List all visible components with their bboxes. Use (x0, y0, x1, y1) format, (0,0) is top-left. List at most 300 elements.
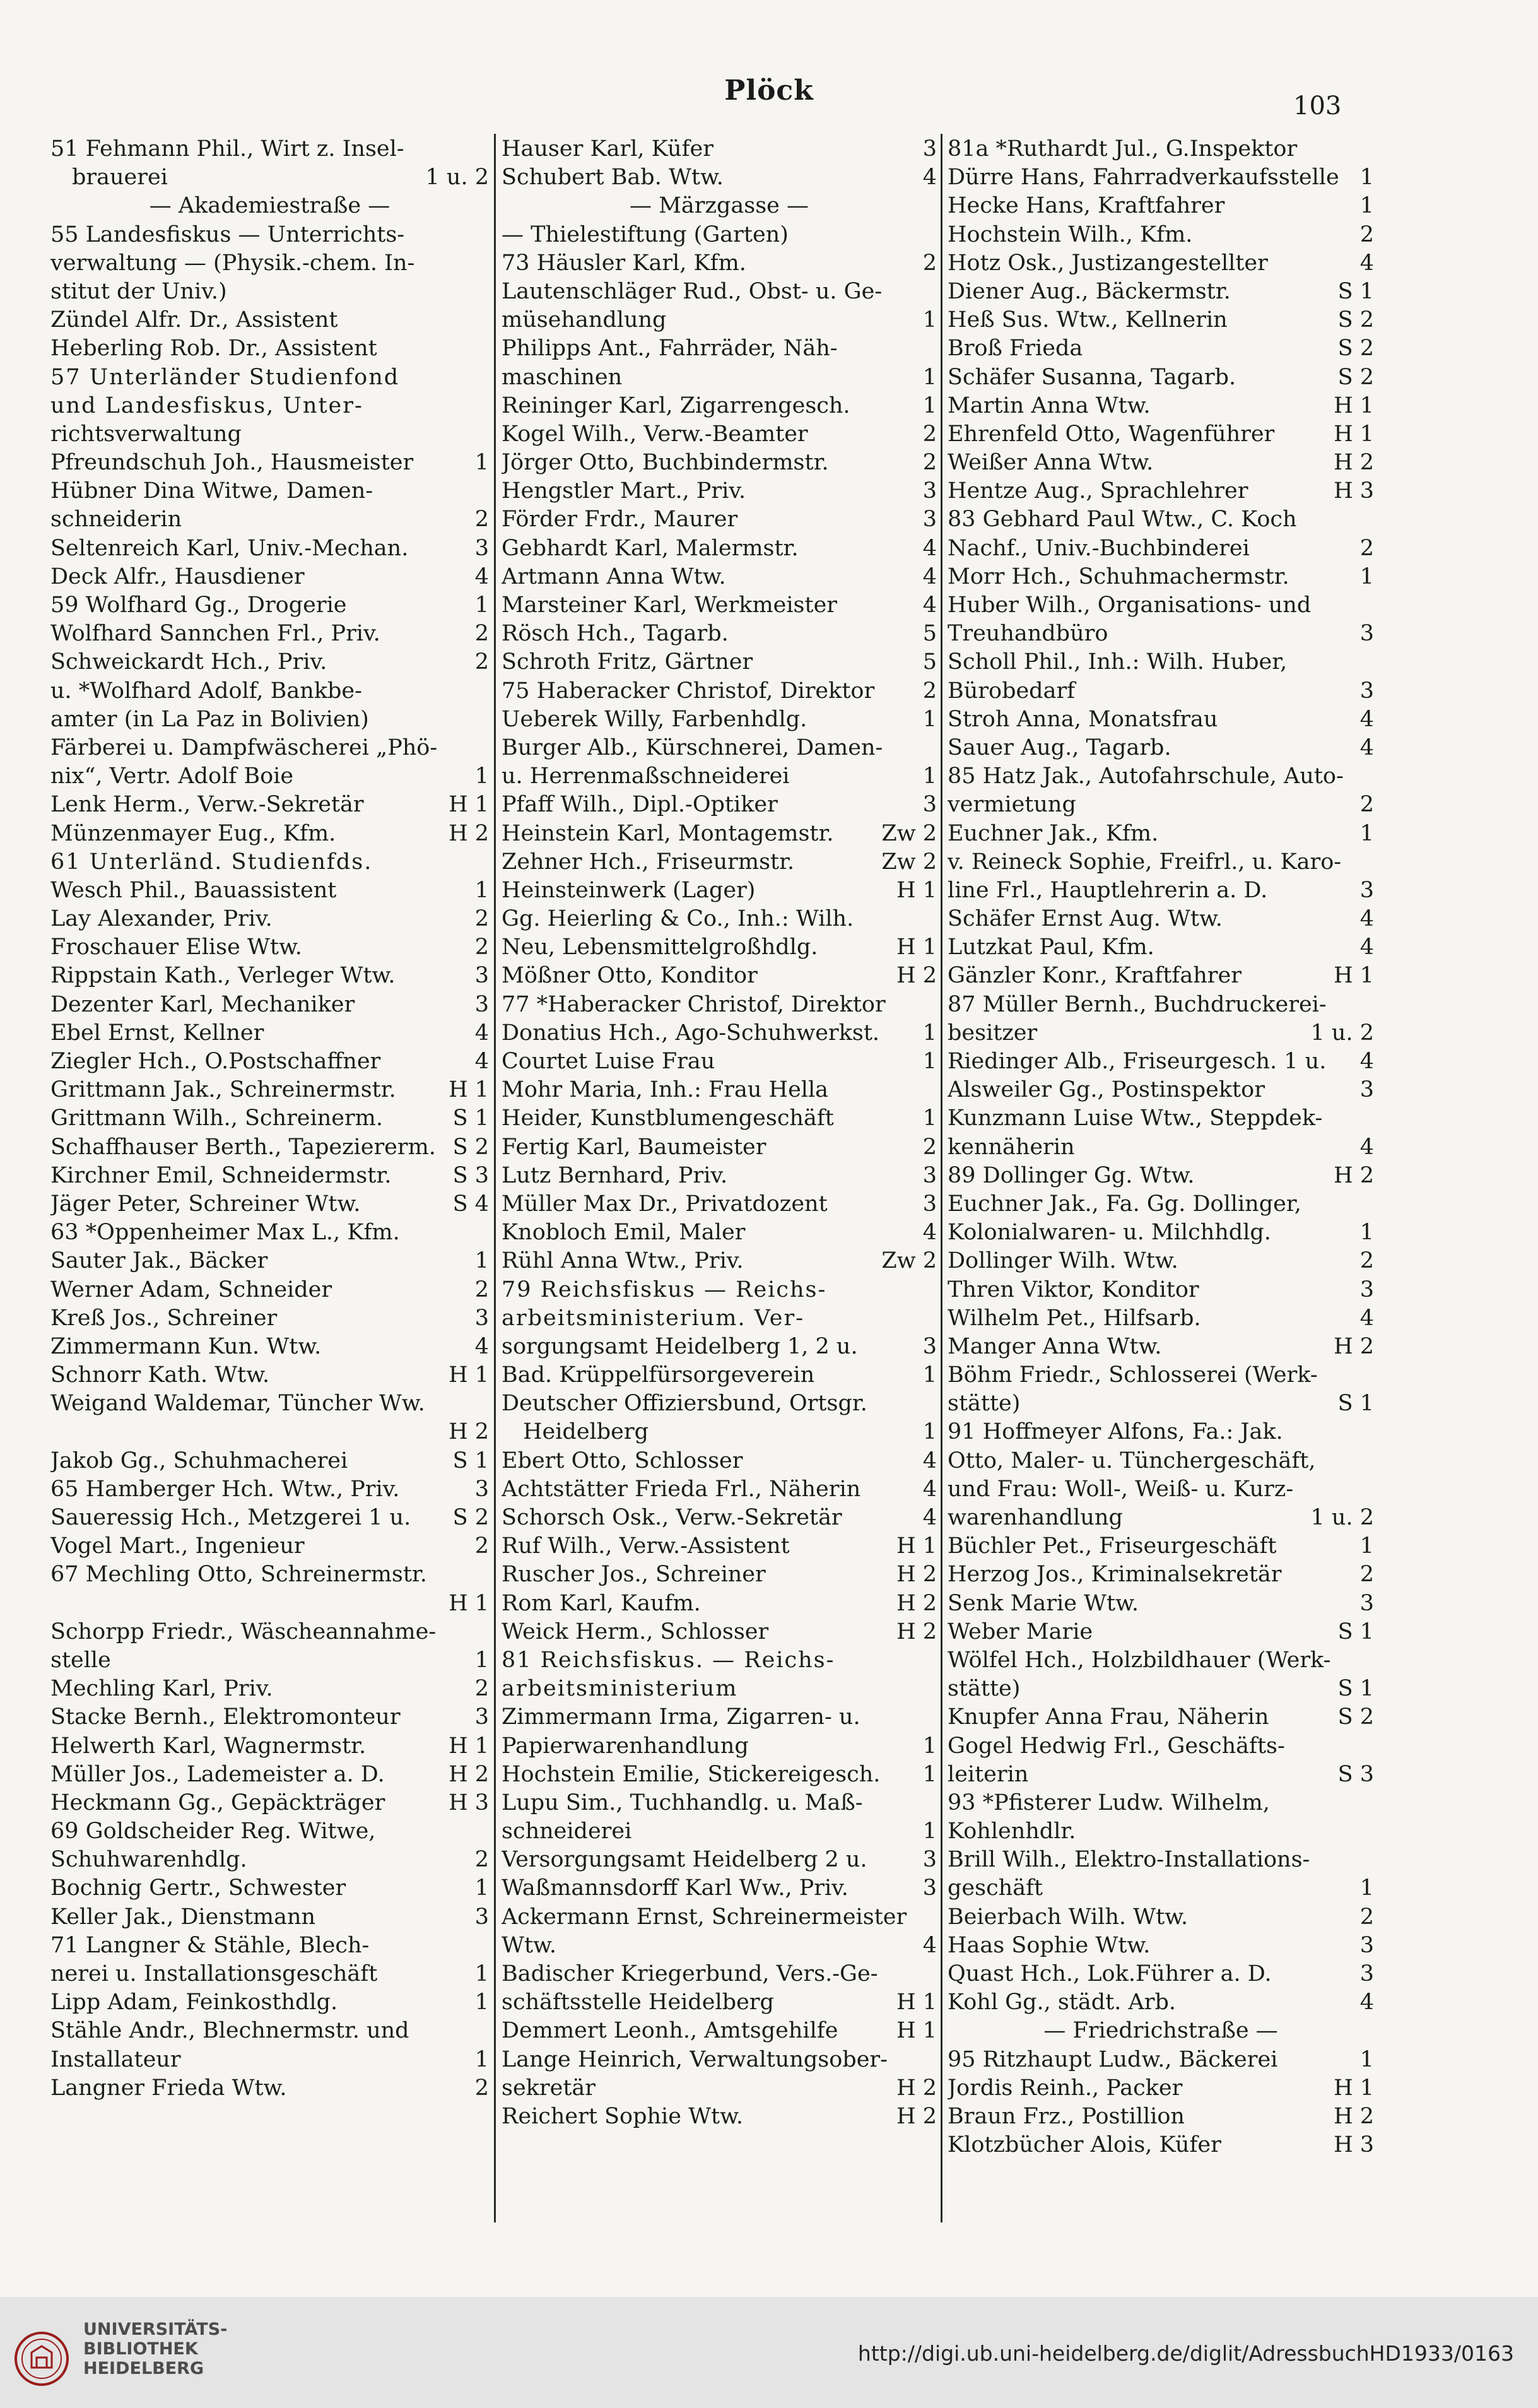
floor-marker: 2 (474, 935, 489, 960)
entry-text: arbeitsministerium. Ver- (502, 1305, 805, 1331)
entry-text: Pfreundschuh Joh., Hausmeister (50, 450, 414, 476)
directory-line (948, 249, 1374, 278)
floor-marker: 2 (922, 250, 937, 276)
directory-line (50, 591, 489, 620)
entry-text: Hecke Hans, Kraftfahrer (948, 193, 1225, 219)
entry-text: Müller Jos., Lademeister a. D. (50, 1761, 385, 1787)
floor-marker: 3 (474, 1904, 489, 1930)
entry-text: Morr Hch., Schuhmachermstr. (948, 564, 1289, 589)
entry-text: — Thielestiftung (Garten) (502, 221, 789, 247)
directory-line (502, 1874, 937, 1903)
entry-text: Beierbach Wilh. Wtw. (948, 1904, 1189, 1930)
entry-text: Schäfer Susanna, Tagarb. (948, 364, 1236, 390)
directory-line (50, 1019, 489, 1048)
entry-text: Quast Hch., Lok.Führer a. D. (948, 1961, 1272, 1986)
entry-text: Grittmann Wilh., Schreinerm. (50, 1106, 383, 1131)
directory-line (50, 620, 489, 648)
floor-marker: 4 (1359, 1305, 1374, 1331)
directory-line (502, 221, 937, 249)
entry-text: Heidelberg (523, 1419, 649, 1445)
entry-text: Lenk Herm., Verw.-Sekretär (50, 792, 364, 818)
floor-marker: 1 (474, 593, 489, 618)
floor-marker: H 2 (449, 1761, 489, 1787)
entry-text: Langner Frieda Wtw. (50, 2075, 287, 2101)
entry-text: Philipps Ant., Fahrräder, Näh- (502, 336, 838, 362)
directory-line (948, 1789, 1374, 1817)
floor-marker: 2 (474, 649, 489, 675)
floor-marker: 3 (1359, 1961, 1374, 1986)
entry-text: Hotz Osk., Justizangestellter (948, 250, 1268, 276)
directory-line (948, 1390, 1374, 1418)
directory-line (50, 1789, 489, 1817)
floor-marker: 4 (1359, 906, 1374, 932)
floor-marker: 2 (922, 1134, 937, 1160)
directory-line (948, 1590, 1374, 1618)
directory-line (948, 1304, 1374, 1333)
entry-text: Schorpp Friedr., Wäscheannahme- (50, 1619, 437, 1644)
floor-marker: S 4 (452, 1191, 489, 1217)
floor-marker: 3 (922, 507, 937, 533)
directory-line (948, 1104, 1374, 1133)
entry-text: 55 Landesfiskus — Unterrichts- (50, 221, 405, 247)
floor-marker: 4 (474, 1049, 489, 1074)
entry-text: Burger Alb., Kürschnerei, Damen- (502, 735, 883, 760)
entry-text: 89 Dollinger Gg. Wtw. (948, 1162, 1195, 1188)
entry-text: Heckmann Gg., Gepäckträger (50, 1790, 385, 1815)
entry-text: 57 Unterländer Studienfond (50, 364, 400, 390)
directory-line (948, 962, 1374, 990)
entry-text: Jordis Reinh., Packer (948, 2075, 1183, 2101)
entry-text: Zehner Hch., Friseurmstr. (502, 849, 795, 875)
floor-marker: H 2 (896, 2103, 937, 2129)
floor-marker: 3 (474, 991, 489, 1017)
entry-text: Schroth Fritz, Gärtner (502, 649, 753, 675)
floor-marker: 3 (474, 963, 489, 989)
entry-text: Sauer Aug., Tagarb. (948, 735, 1171, 760)
entry-text: Färberei u. Dampfwäscherei „Phö- (50, 735, 438, 760)
entry-text: Wölfel Hch., Holzbildhauer (Werk- (948, 1647, 1331, 1673)
directory-line (948, 705, 1374, 734)
entry-text: Lutzkat Paul, Kfm. (948, 935, 1154, 960)
directory-line (502, 449, 937, 477)
floor-marker: 1 (922, 764, 937, 789)
entry-text: brauerei (72, 165, 168, 191)
entry-text: Otto, Maler- u. Tünchergeschäft, (948, 1448, 1316, 1473)
floor-marker: H 2 (896, 2075, 937, 2101)
floor-marker: 3 (1359, 1932, 1374, 1958)
floor-marker: 4 (1359, 1134, 1374, 1160)
floor-marker: 4 (922, 564, 937, 589)
directory-line (948, 420, 1374, 449)
entry-text: Senk Marie Wtw. (948, 1590, 1139, 1616)
directory-line (948, 2103, 1374, 2131)
directory-line (948, 1675, 1374, 1703)
entry-text: Hentze Aug., Sprachlehrer (948, 478, 1248, 504)
university-seal-icon (14, 2331, 69, 2387)
entry-text: Schaffhauser Berth., Tapeziererm. (50, 1134, 436, 1160)
street-heading (50, 192, 489, 220)
floor-marker: H 1 (896, 2018, 937, 2044)
floor-marker: 4 (922, 535, 937, 561)
directory-line (50, 1418, 489, 1446)
directory-line (50, 677, 489, 705)
floor-marker: 4 (922, 1932, 937, 1958)
directory-line (948, 1732, 1374, 1761)
entry-text: Weick Herm., Schlosser (502, 1619, 769, 1644)
floor-marker: 4 (474, 1020, 489, 1046)
directory-line (948, 306, 1374, 334)
entry-text: Manger Anna Wtw. (948, 1333, 1162, 1359)
floor-marker: 3 (922, 792, 937, 818)
directory-line (50, 1133, 489, 1162)
entry-text: 95 Ritzhaupt Ludw., Bäckerei (948, 2046, 1278, 2072)
entry-text: Versorgungsamt Heidelberg 2 u. (502, 1847, 867, 1873)
entry-text: richtsverwaltung (50, 421, 242, 447)
floor-marker: 1 (474, 2046, 489, 2072)
directory-line (502, 163, 937, 192)
entry-text: Förder Frdr., Maurer (502, 507, 738, 533)
floor-marker: 3 (474, 535, 489, 561)
floor-marker: 3 (922, 1333, 937, 1359)
entry-text: Heinstein Karl, Montagemstr. (502, 820, 834, 846)
floor-marker: 1 u. 2 (1310, 1505, 1374, 1530)
entry-text: Kogel Wilh., Verw.-Beamter (502, 421, 808, 447)
floor-marker: S 3 (1337, 1761, 1374, 1787)
floor-marker: Zw 2 (881, 849, 937, 875)
entry-text: Diener Aug., Bäckermstr. (948, 278, 1231, 304)
floor-marker: 3 (922, 1191, 937, 1217)
entry-text: schneiderin (50, 507, 182, 533)
floor-marker: H 1 (1334, 963, 1374, 989)
entry-text: leiterin (948, 1761, 1029, 1787)
floor-marker: H 2 (896, 963, 937, 989)
floor-marker: S 2 (1337, 336, 1374, 362)
directory-line (502, 1561, 937, 1589)
directory-line (502, 1903, 937, 1932)
floor-marker: S 2 (1337, 1704, 1374, 1730)
entry-text: 85 Hatz Jak., Autofahrschule, Auto- (948, 764, 1344, 789)
entry-text: Fertig Karl, Baumeister (502, 1134, 766, 1160)
entry-text: Stroh Anna, Monatsfrau (948, 706, 1218, 732)
entry-text: Gg. Heierling & Co., Inh.: Wilh. (502, 906, 854, 932)
directory-line (948, 1504, 1374, 1532)
floor-marker: H 3 (1334, 478, 1374, 504)
floor-marker: S 2 (452, 1134, 489, 1160)
floor-marker: 1 (922, 1020, 937, 1046)
entry-text: Knobloch Emil, Maler (502, 1220, 746, 1246)
floor-marker: H 2 (896, 1562, 937, 1588)
entry-text: Vogel Mart., Ingenieur (50, 1533, 305, 1559)
entry-text: — Märzgasse — (629, 193, 809, 219)
directory-line (948, 1988, 1374, 2017)
directory-line (50, 392, 489, 420)
entry-text: Installateur (50, 2046, 181, 2072)
directory-line (948, 449, 1374, 477)
directory-line (50, 1703, 489, 1732)
directory-line (502, 591, 937, 620)
directory-line (948, 1133, 1374, 1162)
directory-line (948, 2074, 1374, 2103)
floor-marker: 1 (922, 1761, 937, 1787)
directory-line (502, 363, 937, 392)
floor-marker: S 1 (1337, 1676, 1374, 1702)
entry-text: Weißer Anna Wtw. (948, 450, 1154, 476)
entry-text: Kohlenhdlr. (948, 1819, 1076, 1844)
directory-line (948, 1761, 1374, 1789)
floor-marker: S 2 (452, 1505, 489, 1530)
directory-line (502, 1104, 937, 1133)
floor-marker: 4 (1359, 706, 1374, 732)
directory-line (502, 1133, 937, 1162)
entry-text: müsehandlung (502, 307, 667, 333)
directory-line (50, 135, 489, 163)
entry-text: Kreß Jos., Schreiner (50, 1305, 278, 1331)
floor-marker: 1 (474, 1647, 489, 1673)
floor-marker: 2 (474, 2075, 489, 2101)
floor-marker: H 3 (449, 1790, 489, 1815)
directory-line (50, 278, 489, 306)
floor-marker: 1 (474, 1248, 489, 1274)
directory-line (948, 762, 1374, 791)
floor-marker: 3 (922, 1875, 937, 1901)
directory-line (502, 677, 937, 705)
entry-text: Thren Viktor, Konditor (948, 1277, 1199, 1302)
entry-text: Waßmannsdorff Karl Ww., Priv. (502, 1875, 848, 1901)
entry-text: stitut der Univ.) (50, 278, 227, 304)
entry-text: Schnorr Kath. Wtw. (50, 1362, 270, 1388)
entry-text: Schweickardt Hch., Priv. (50, 649, 327, 675)
entry-text: Scholl Phil., Inh.: Wilh. Huber, (948, 649, 1288, 675)
source-url-link[interactable]: http://digi.ub.uni-heidelberg.de/diglit/AdressbuchHD1933/0163 (857, 2341, 1514, 2366)
entry-text: Kunzmann Luise Wtw., Steppdek- (948, 1106, 1323, 1131)
entry-text: Ruf Wilh., Verw.-Assistent (502, 1533, 790, 1559)
entry-text: maschinen (502, 364, 623, 390)
directory-line (948, 334, 1374, 363)
directory-line (502, 1361, 937, 1390)
directory-line (948, 1076, 1374, 1104)
directory-line (502, 762, 937, 791)
floor-marker: 4 (1359, 935, 1374, 960)
directory-line (948, 505, 1374, 534)
directory-line (948, 620, 1374, 648)
directory-line (502, 2074, 937, 2103)
floor-marker: 1 (1359, 1533, 1374, 1559)
floor-marker: 1 (474, 450, 489, 476)
floor-marker: H 2 (1334, 1333, 1374, 1359)
directory-line (948, 1532, 1374, 1561)
directory-line (50, 1532, 489, 1561)
directory-line (502, 1247, 937, 1275)
floor-marker: 2 (922, 678, 937, 704)
entry-text: Deck Alfr., Hausdiener (50, 564, 305, 589)
floor-marker: 1 u. 2 (425, 165, 489, 191)
entry-text: Neu, Lebensmittelgroßhdlg. (502, 935, 818, 960)
directory-line (50, 1247, 489, 1275)
floor-marker: 1 (922, 1733, 937, 1759)
floor-marker: 4 (922, 1448, 937, 1473)
directory-line (50, 534, 489, 563)
directory-line (50, 249, 489, 278)
floor-marker: 4 (1359, 1049, 1374, 1074)
entry-text: Rösch Hch., Tagarb. (502, 621, 729, 647)
entry-text: Hochstein Emilie, Stickereigesch. (502, 1761, 881, 1787)
entry-text: stätte) (948, 1676, 1021, 1702)
directory-line (502, 791, 937, 819)
floor-marker: 1 (1359, 165, 1374, 191)
entry-text: 91 Hoffmeyer Alfons, Fa.: Jak. (948, 1419, 1283, 1445)
entry-text: stätte) (948, 1391, 1021, 1417)
directory-line (502, 1846, 937, 1874)
floor-marker: S 2 (1337, 307, 1374, 333)
floor-marker: Zw 2 (881, 820, 937, 846)
directory-line (948, 1048, 1374, 1076)
directory-line (50, 762, 489, 791)
library-name-line: UNIVERSITÄTS- (83, 2320, 228, 2339)
directory-line (502, 534, 937, 563)
directory-line (948, 534, 1374, 563)
floor-marker: 1 (474, 1990, 489, 2016)
floor-marker: 2 (474, 621, 489, 647)
entry-text: Huber Wilh., Organisations- und (948, 593, 1312, 618)
entry-text: Haas Sophie Wtw. (948, 1932, 1151, 1958)
directory-line (50, 791, 489, 819)
entry-text: 79 Reichsfiskus — Reichs- (502, 1277, 827, 1302)
entry-text: Mößner Otto, Konditor (502, 963, 758, 989)
directory-line (502, 278, 937, 306)
entry-text: Keller Jak., Dienstmann (50, 1904, 316, 1930)
floor-marker: H 2 (449, 1419, 489, 1445)
entry-text: Werner Adam, Schneider (50, 1277, 332, 1302)
entry-text: Nachf., Univ.-Buchbinderei (948, 535, 1250, 561)
entry-text: amter (in La Paz in Bolivien) (50, 706, 369, 732)
directory-line (948, 1703, 1374, 1732)
directory-line (50, 1304, 489, 1333)
floor-marker: 4 (1359, 735, 1374, 760)
directory-line (502, 306, 937, 334)
floor-marker: 4 (1359, 250, 1374, 276)
entry-text: Bürobedarf (948, 678, 1076, 704)
directory-line (50, 876, 489, 905)
directory-line (502, 962, 937, 990)
entry-text: Heinsteinwerk (Lager) (502, 877, 756, 903)
directory-line (50, 705, 489, 734)
directory-line (948, 991, 1374, 1019)
entry-text: geschäft (948, 1875, 1043, 1901)
entry-text: Weber Marie (948, 1619, 1093, 1644)
entry-text: Hochstein Wilh., Kfm. (948, 221, 1193, 247)
directory-line (948, 1190, 1374, 1219)
entry-text: Schäfer Ernst Aug. Wtw. (948, 906, 1223, 932)
entry-text: Sauter Jak., Bäcker (50, 1248, 268, 1274)
entry-text: 67 Mechling Otto, Schreinermstr. (50, 1562, 427, 1588)
floor-marker: H 2 (896, 1619, 937, 1644)
entry-text: 63 *Oppenheimer Max L., Kfm. (50, 1220, 400, 1246)
entry-text: Rippstain Kath., Verleger Wtw. (50, 963, 396, 989)
directory-line (948, 933, 1374, 962)
street-heading (948, 2017, 1374, 2045)
directory-line (502, 876, 937, 905)
floor-marker: 3 (474, 1704, 489, 1730)
directory-line (50, 334, 489, 363)
floor-marker: H 1 (449, 1362, 489, 1388)
entry-text: Martin Anna Wtw. (948, 392, 1151, 418)
floor-marker: 2 (922, 421, 937, 447)
entry-text: Treuhandbüro (948, 621, 1108, 647)
floor-marker: 1 (922, 1049, 937, 1074)
entry-text: Gogel Hedwig Frl., Geschäfts- (948, 1733, 1285, 1759)
entry-text: Ehrenfeld Otto, Wagenführer (948, 421, 1275, 447)
entry-text: Papierwarenhandlung (502, 1733, 749, 1759)
directory-line (502, 563, 937, 591)
floor-marker: H 1 (896, 877, 937, 903)
directory-line (502, 1732, 937, 1761)
directory-line (50, 1618, 489, 1646)
floor-marker: H 1 (896, 935, 937, 960)
floor-marker: S 1 (452, 1106, 489, 1131)
floor-marker: 2 (922, 450, 937, 476)
entry-text: Braun Frz., Postillion (948, 2103, 1185, 2129)
entry-text: 71 Langner & Stähle, Blech- (50, 1932, 370, 1958)
directory-line (50, 1219, 489, 1247)
entry-text: verwaltung — (Physik.-chem. In- (50, 250, 415, 276)
directory-line (502, 334, 937, 363)
floor-marker: 2 (474, 1847, 489, 1873)
floor-marker: 4 (922, 165, 937, 191)
entry-text: Hengstler Mart., Priv. (502, 478, 746, 504)
directory-line (502, 1418, 937, 1446)
floor-marker: H 1 (449, 1590, 489, 1616)
directory-line (948, 1903, 1374, 1932)
entry-text: Ebert Otto, Schlosser (502, 1448, 743, 1473)
entry-text: stelle (50, 1647, 111, 1673)
floor-marker: 1 (1359, 1220, 1374, 1246)
floor-marker: Zw 2 (881, 1248, 937, 1274)
floor-marker: 4 (922, 1476, 937, 1502)
directory-line (502, 648, 937, 676)
directory-line (50, 1390, 489, 1418)
entry-text: Reininger Karl, Zigarrengesch. (502, 392, 850, 418)
entry-text: Münzenmayer Eug., Kfm. (50, 820, 336, 846)
entry-text: Schubert Bab. Wtw. (502, 165, 724, 191)
directory-line (502, 505, 937, 534)
directory-column-1 (50, 135, 489, 2103)
directory-line (502, 135, 937, 163)
entry-text: Hübner Dina Witwe, Damen- (50, 478, 373, 504)
entry-text: Riedinger Alb., Friseurgesch. 1 u. (948, 1049, 1327, 1074)
floor-marker: 4 (474, 1333, 489, 1359)
directory-line (50, 1761, 489, 1789)
directory-line (50, 1932, 489, 1960)
directory-line (50, 1903, 489, 1932)
directory-line (948, 1361, 1374, 1390)
library-name-line: BIBLIOTHEK (83, 2339, 198, 2359)
floor-marker: 2 (474, 906, 489, 932)
floor-marker: S 1 (1337, 1391, 1374, 1417)
entry-text: 73 Häusler Karl, Kfm. (502, 250, 746, 276)
entry-text: und Frau: Woll-, Weiß- u. Kurz- (948, 1476, 1294, 1502)
entry-text: Badischer Kriegerbund, Vers.-Ge- (502, 1961, 878, 1986)
entry-text: Kohl Gg., städt. Arb. (948, 1990, 1177, 2016)
floor-marker: 2 (1359, 792, 1374, 818)
directory-line (50, 477, 489, 505)
floor-marker: 4 (474, 564, 489, 589)
entry-text: arbeitsministerium (502, 1676, 738, 1702)
floor-marker: H 1 (896, 1990, 937, 2016)
directory-line (502, 1333, 937, 1361)
directory-line (502, 1646, 937, 1675)
directory-line (502, 1304, 937, 1333)
directory-line (50, 820, 489, 848)
